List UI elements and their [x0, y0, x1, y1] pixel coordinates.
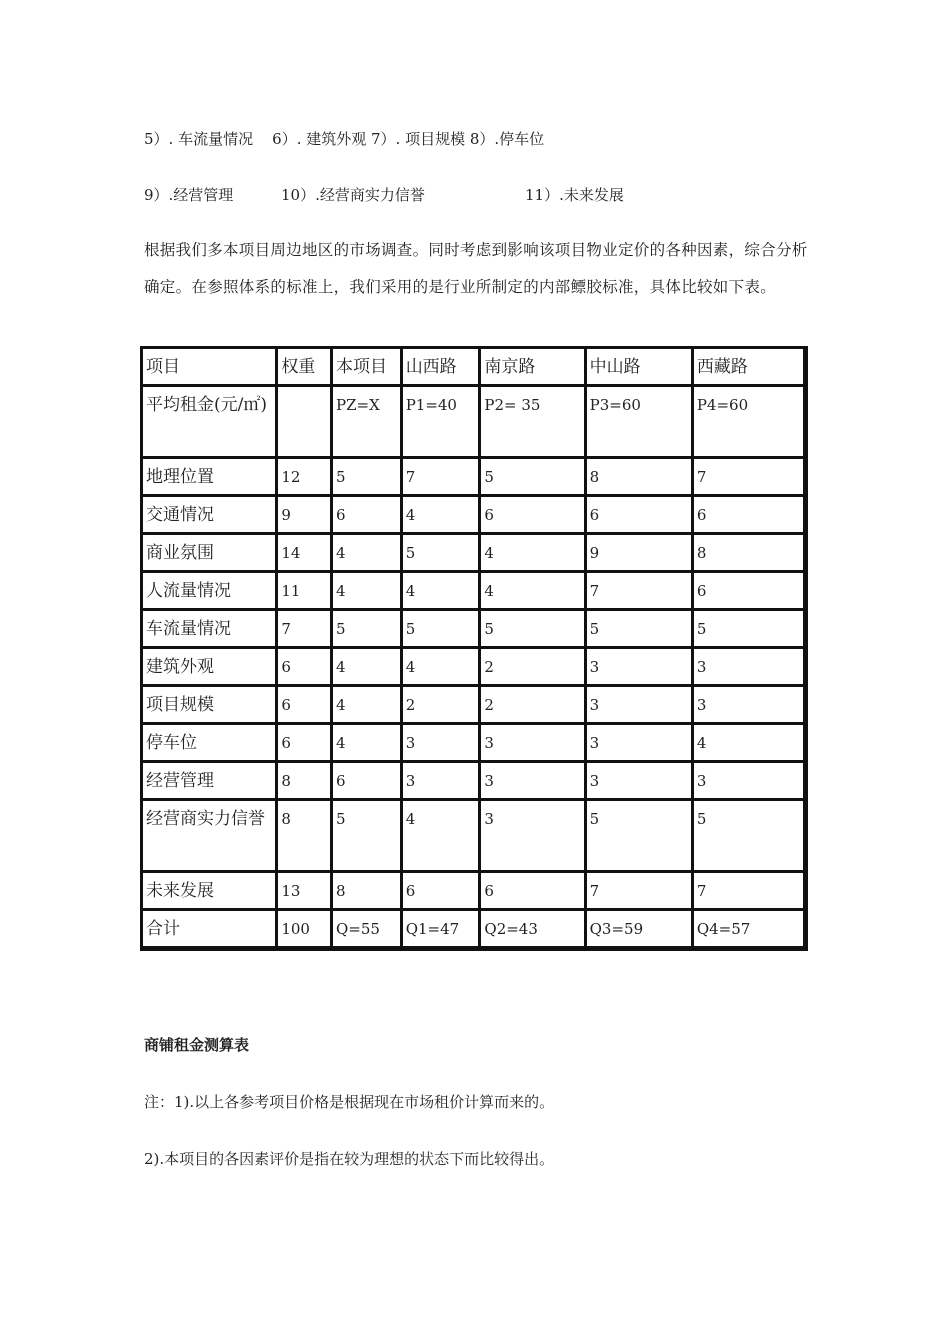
value-cell: 5: [332, 610, 402, 648]
table-row: [142, 534, 805, 572]
rent-comparison-table: [140, 346, 808, 951]
value-cell: 5: [402, 610, 481, 648]
note-2: 2).本项目的各因素评价是指在较为理想的状态下而比较得出。: [144, 1150, 555, 1168]
value-cell: 9: [277, 496, 332, 534]
value-cell: PZ=X: [332, 386, 402, 458]
table-row: [142, 800, 805, 872]
value-cell: 4: [332, 648, 402, 686]
value-cell: 8: [277, 762, 332, 800]
value-cell: 6: [586, 496, 693, 534]
table-row: [142, 872, 805, 910]
value-cell: 3: [402, 724, 481, 762]
table-row: [142, 572, 805, 610]
row-label-cell: 经营管理: [142, 762, 277, 800]
row-label-cell: 停车位: [142, 724, 277, 762]
value-cell: Q1=47: [402, 910, 481, 948]
row-label-cell: 车流量情况: [142, 610, 277, 648]
row-label-cell: 交通情况: [142, 496, 277, 534]
row-label-cell: 未来发展: [142, 872, 277, 910]
row-label-cell: 经营商实力信誉: [142, 800, 277, 872]
value-cell: 3: [693, 648, 805, 686]
header-cell: 中山路: [586, 348, 693, 386]
value-cell: 4: [480, 534, 585, 572]
value-cell: 5: [586, 800, 693, 872]
value-cell: 5: [332, 800, 402, 872]
value-cell: 3: [402, 762, 481, 800]
value-cell: 7: [402, 458, 481, 496]
value-cell: 7: [586, 572, 693, 610]
value-cell: 4: [332, 686, 402, 724]
value-cell: P4=60: [693, 386, 805, 458]
table-header-row: [142, 348, 805, 386]
row-label-cell: 地理位置: [142, 458, 277, 496]
value-cell: 4: [402, 648, 481, 686]
value-cell: Q=55: [332, 910, 402, 948]
value-cell: 6: [277, 686, 332, 724]
value-cell: 3: [586, 762, 693, 800]
note-1: 注：1).以上各参考项目价格是根据现在市场租价计算而来的。: [144, 1093, 555, 1111]
value-cell: 7: [586, 872, 693, 910]
value-cell: 3: [693, 762, 805, 800]
value-cell: 4: [402, 572, 481, 610]
value-cell: Q2=43: [480, 910, 585, 948]
table-row: [142, 496, 805, 534]
value-cell: 3: [586, 686, 693, 724]
value-cell: 5: [693, 610, 805, 648]
header-cell: 山西路: [402, 348, 481, 386]
value-cell: 8: [277, 800, 332, 872]
value-cell: 4: [332, 534, 402, 572]
value-cell: 4: [693, 724, 805, 762]
value-cell: 8: [586, 458, 693, 496]
value-cell: 2: [402, 686, 481, 724]
row-label-cell: 项目规模: [142, 686, 277, 724]
value-cell: 7: [277, 610, 332, 648]
value-cell: 5: [693, 800, 805, 872]
table-row: [142, 762, 805, 800]
value-cell: 3: [480, 762, 585, 800]
header-cell: 南京路: [480, 348, 585, 386]
value-cell: 5: [332, 458, 402, 496]
value-cell: 12: [277, 458, 332, 496]
value-cell: 6: [480, 496, 585, 534]
value-cell: 4: [480, 572, 585, 610]
value-cell: 3: [586, 724, 693, 762]
value-cell: [277, 386, 332, 458]
header-cell: 西藏路: [693, 348, 805, 386]
value-cell: 3: [480, 724, 585, 762]
row-label-cell: 商业氛围: [142, 534, 277, 572]
value-cell: 3: [480, 800, 585, 872]
row-label-cell: 合计: [142, 910, 277, 948]
value-cell: 6: [402, 872, 481, 910]
value-cell: 3: [693, 686, 805, 724]
value-cell: P3=60: [586, 386, 693, 458]
value-cell: 4: [332, 572, 402, 610]
value-cell: 7: [693, 458, 805, 496]
value-cell: 7: [693, 872, 805, 910]
value-cell: 6: [693, 496, 805, 534]
value-cell: 4: [402, 496, 481, 534]
value-cell: 5: [480, 458, 585, 496]
value-cell: 4: [332, 724, 402, 762]
value-cell: 14: [277, 534, 332, 572]
value-cell: 8: [332, 872, 402, 910]
value-cell: 4: [402, 800, 481, 872]
row-label-cell: 建筑外观: [142, 648, 277, 686]
intro-paragraph: 根据我们多本项目周边地区的市场调查。同时考虑到影响该项目物业定价的各种因素，综合分析确定。在参照体系的标准上，我们采用的是行业所制定的内部鳔胶标准，具体比较如下表。: [144, 241, 808, 296]
value-cell: 11: [277, 572, 332, 610]
value-cell: 2: [480, 648, 585, 686]
table-row: [142, 724, 805, 762]
table-row: [142, 686, 805, 724]
header-cell: 本项目: [332, 348, 402, 386]
value-cell: P1=40: [402, 386, 481, 458]
factor-list-line-2: 9）.经营管理 10）.经营商实力信誉 11）.未来发展: [144, 186, 624, 204]
value-cell: 8: [693, 534, 805, 572]
value-cell: 100: [277, 910, 332, 948]
value-cell: 3: [586, 648, 693, 686]
value-cell: 6: [277, 724, 332, 762]
value-cell: 6: [480, 872, 585, 910]
value-cell: P2= 35: [480, 386, 585, 458]
value-cell: 6: [277, 648, 332, 686]
value-cell: 5: [586, 610, 693, 648]
table-title: 商铺租金测算表: [144, 1036, 250, 1054]
value-cell: Q3=59: [586, 910, 693, 948]
value-cell: 5: [402, 534, 481, 572]
table-row: [142, 610, 805, 648]
value-cell: 6: [332, 496, 402, 534]
value-cell: Q4=57: [693, 910, 805, 948]
factor-list-line-1: 5）. 车流量情况 6）. 建筑外观 7）. 项目规模 8）.停车位: [144, 130, 545, 148]
row-label-cell: 平均租金(元/㎡): [142, 386, 277, 458]
table-row: [142, 648, 805, 686]
table-row: [142, 910, 805, 948]
value-cell: 6: [332, 762, 402, 800]
header-cell: 权重: [277, 348, 332, 386]
table-row: [142, 386, 805, 458]
value-cell: 5: [480, 610, 585, 648]
value-cell: 2: [480, 686, 585, 724]
value-cell: 6: [693, 572, 805, 610]
value-cell: 13: [277, 872, 332, 910]
row-label-cell: 人流量情况: [142, 572, 277, 610]
table-row: [142, 458, 805, 496]
value-cell: 9: [586, 534, 693, 572]
header-cell: 项目: [142, 348, 277, 386]
